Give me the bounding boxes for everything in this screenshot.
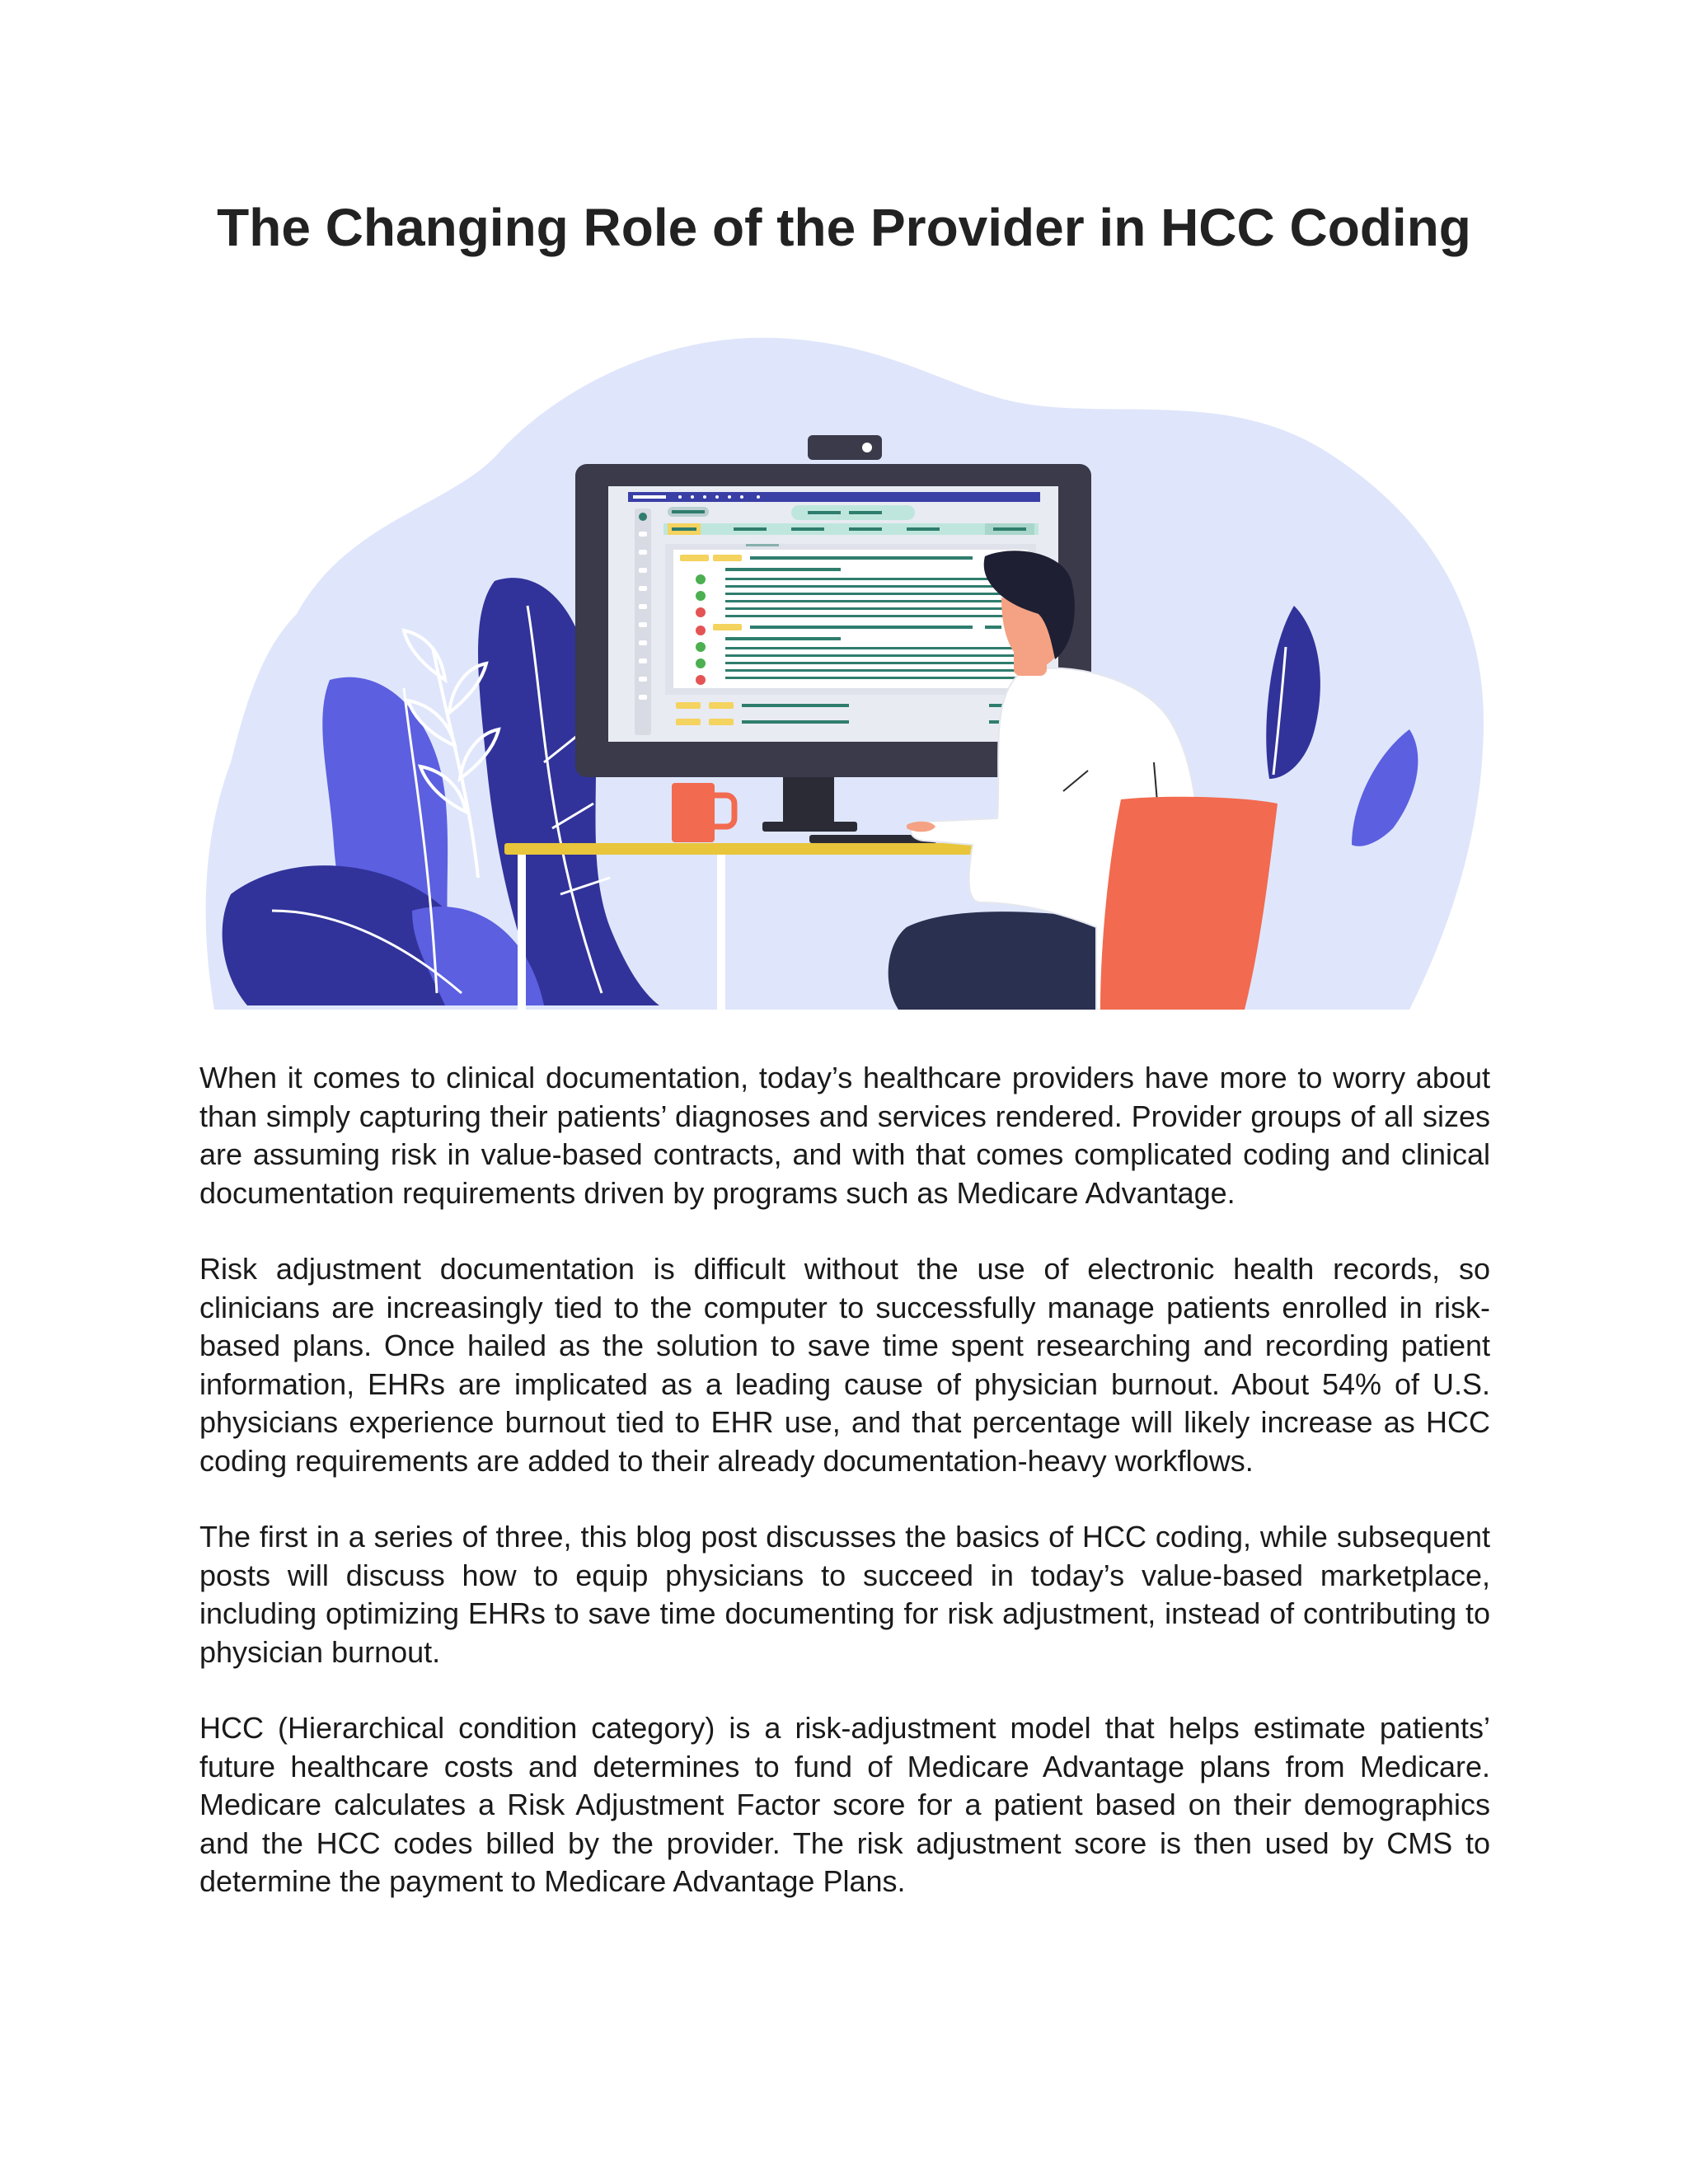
hero-illustration xyxy=(198,334,1492,1010)
paragraph: HCC (Hierarchical condition category) is a risk-adjustment model that helps estimate patients’ future healthcare costs and determines to fund of Medicare Advantage plans from Medicare. Medicare calculates a Risk Adjustment Factor score for a patient based on their demographics and the HCC codes billed by the provider. The risk adjustment score is then used by CMS to determine the payment to Medicare Advantage Plans. xyxy=(199,1711,1490,1898)
paragraph: The first in a series of three, this blog post discusses the basics of HCC coding, while subsequent posts will discuss how to equip physicians to succeed in today’s value-based marketplace, including optimizing EHRs to save time documenting for risk adjustment, instead of contributing to physician burnout. xyxy=(199,1520,1490,1669)
paragraph: Risk adjustment documentation is difficult without the use of electronic health records, so clinicians are increasingly tied to the computer to successfully manage patients enrolled in risk-based plans. Once hailed as the solution to save time spent researching and recording patient information, EHRs are implicated as a leading cause of physician burnout. About 54% of U.S. physicians experience burnout tied to EHR use, and that percentage will likely increase as HCC coding requirements are added to their already documentation-heavy workflows. xyxy=(199,1252,1490,1478)
paragraph: When it comes to clinical documentation, today’s healthcare providers have more to worry about than simply capturing their patients’ diagnoses and services rendered. Provider groups of all sizes are assuming risk in value-based contracts, and with that comes complicated coding and clinical documentation requirements driven by programs such as Medicare Advantage. xyxy=(199,1061,1490,1210)
page-title: The Changing Role of the Provider in HCC Coding xyxy=(217,198,1471,257)
office-chair xyxy=(1100,797,1278,1010)
webcam xyxy=(808,435,882,460)
article-body xyxy=(199,1059,1490,1939)
